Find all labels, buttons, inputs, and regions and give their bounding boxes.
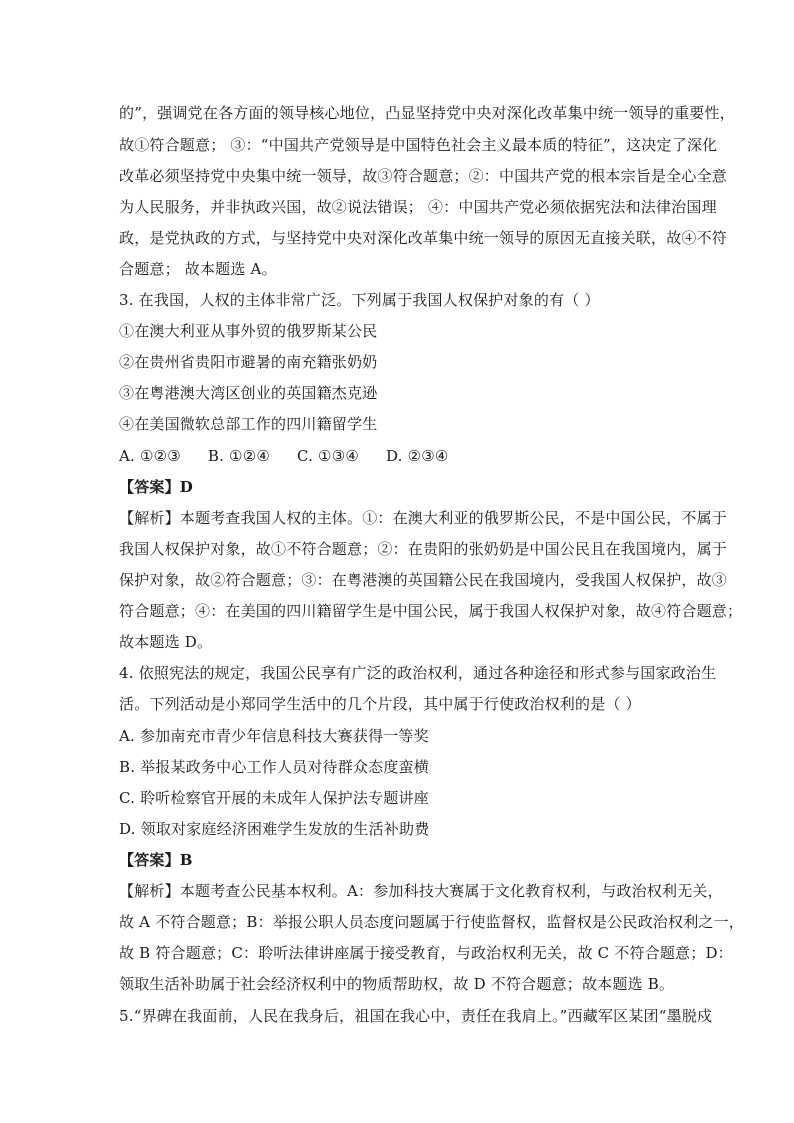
question-3-answer: 【答案】D bbox=[119, 478, 194, 496]
question-3-analysis-line: 我国人权保护对象，故①不符合题意；②：在贵阳的张奶奶是中国公民且在我国境内，属于 bbox=[119, 540, 728, 558]
question-4-answer: 【答案】B bbox=[119, 851, 193, 869]
analysis-continuation-line: 改革必须坚持党中央集中统一领导，故③符合题意；②：中国共产党的根本宗旨是全心全意 bbox=[119, 167, 728, 185]
question-3-option-c: C. ①③④ bbox=[296, 447, 359, 465]
question-3-item: ④在美国微软总部工作的四川籍留学生 bbox=[119, 415, 378, 433]
question-4-option-b: B. 举报某政务中心工作人员对待群众态度蛮横 bbox=[119, 758, 429, 776]
question-5-stem: 5.“界碑在我面前，人民在我身后，祖国在我心中，责任在我肩上。”西藏军区某团“墨脱戍 bbox=[119, 1007, 713, 1025]
question-3-item: ①在澳大利亚从事外贸的俄罗斯某公民 bbox=[119, 322, 378, 340]
analysis-continuation-line: 合题意； 故本题选 A。 bbox=[119, 260, 277, 278]
question-3-item: ②在贵州省贵阳市避暑的南充籍张奶奶 bbox=[119, 353, 378, 371]
question-3-analysis-line: 【解析】本题考查我国人权的主体。①：在澳大利亚的俄罗斯公民，不是中国公民，不属于 bbox=[119, 509, 728, 527]
analysis-continuation-line: 的”，强调党在各方面的领导核心地位，凸显坚持党中央对深化改革集中统一领导的重要性， bbox=[119, 104, 735, 122]
question-4-analysis-line: 领取生活补助属于社会经济权利中的物质帮助权，故 D 不符合题意；故本题选 B。 bbox=[119, 975, 675, 993]
question-4-option-d: D. 领取对家庭经济困难学生发放的生活补助费 bbox=[119, 820, 430, 838]
question-4-stem: 活。下列活动是小郑同学生活中的几个片段，其中属于行使政治权利的是（ ） bbox=[119, 695, 641, 713]
question-3-analysis-line: 符合题意；④：在美国的四川籍留学生是中国公民，属于我国人权保护对象，故④符合题意； bbox=[119, 602, 743, 620]
question-3-analysis-line: 保护对象，故②符合题意；③：在粤港澳的英国籍公民在我国境内，受我国人权保护，故③ bbox=[119, 571, 728, 589]
question-4-stem: 4. 依照宪法的规定，我国公民享有广泛的政治权利，通过各种途径和形式参与国家政治生 bbox=[119, 664, 717, 682]
question-4-analysis-line: 【解析】本题考查公民基本权利。A：参加科技大赛属于文化教育权利，与政治权利无关， bbox=[119, 882, 723, 900]
analysis-continuation-line: 故①符合题意； ③：“中国共产党领导是中国特色社会主义最本质的特征”，这决定了深化 bbox=[119, 136, 718, 154]
question-3-option-a: A. ①②③ bbox=[119, 447, 181, 465]
question-4-option-a: A. 参加南充市青少年信息科技大赛获得一等奖 bbox=[119, 727, 429, 745]
question-4-analysis-line: 故 B 符合题意；C：聆听法律讲座属于接受教育，与政治权利无关，故 C 不符合题意；D： bbox=[119, 944, 733, 962]
analysis-continuation-line: 政，是党执政的方式，与坚持党中央对深化改革集中统一领导的原因无直接关联，故④不符 bbox=[119, 229, 728, 247]
question-3-stem: 3. 在我国，人权的主体非常广泛。下列属于我国人权保护对象的有（ ） bbox=[119, 291, 600, 309]
question-3-analysis-line: 故本题选 D。 bbox=[119, 633, 213, 651]
question-3-option-b: B. ①②④ bbox=[207, 447, 270, 465]
analysis-continuation-line: 为人民服务，并非执政兴国，故②说法错误； ④：中国共产党必须依据宪法和法律治国理 bbox=[119, 198, 717, 216]
question-4-analysis-line: 故 A 不符合题意；B：举报公职人员态度问题属于行使监督权，监督权是公民政治权利之一， bbox=[119, 913, 744, 931]
question-3-option-d: D. ②③④ bbox=[385, 447, 449, 465]
question-3-item: ③在粤港澳大湾区创业的英国籍杰克逊 bbox=[119, 384, 378, 402]
question-4-option-c: C. 聆听检察官开展的未成年人保护法专题讲座 bbox=[119, 789, 429, 807]
question-3-options bbox=[119, 446, 679, 466]
